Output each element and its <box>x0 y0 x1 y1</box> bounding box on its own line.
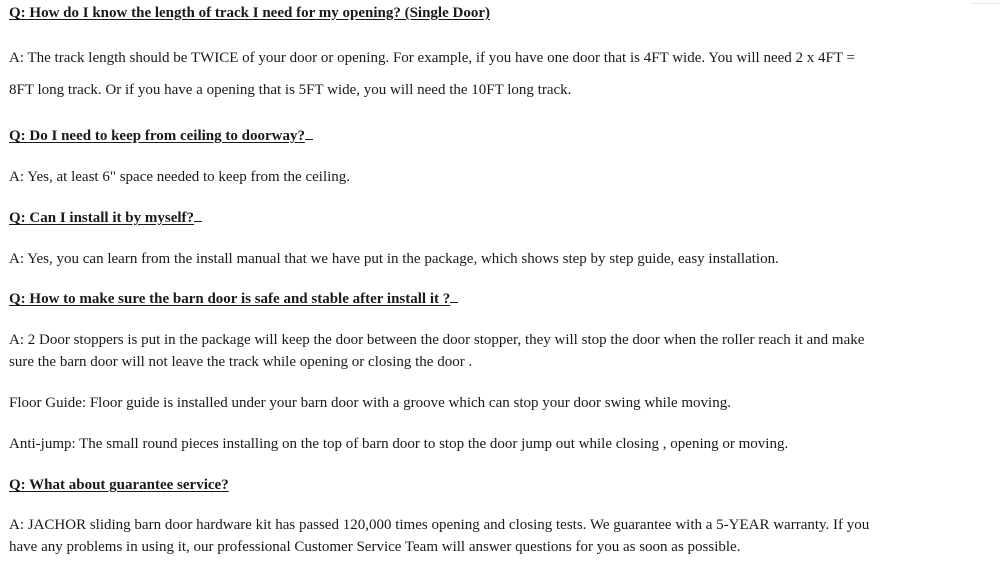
answer-door-stoppers-line1: A: 2 Door stoppers is put in the package will keep the door between the door stopper, they will stop the door when the roller reach it and make <box>9 332 865 348</box>
question-self-install <box>9 209 202 227</box>
answer-track-length-line1: A: The track length should be TWICE of your door or opening. For example, if you have one door that is 4FT wide. You will need 2 x 4FT = <box>9 50 855 66</box>
top-right-divider <box>972 3 1000 4</box>
answer-track-length-line2: 8FT long track. Or if you have a opening that is 5FT wide, you will need the 10FT long track. <box>9 82 572 98</box>
answer-ceiling-clearance: A: Yes, at least 6" space needed to keep from the ceiling. <box>9 169 351 185</box>
answer-self-install: A: Yes, you can learn from the install manual that we have put in the package, which shows step by step guide, easy installation. <box>9 251 779 267</box>
question-guarantee <box>9 476 229 494</box>
question-safety-stability <box>9 290 458 308</box>
answer-door-stoppers-line2: sure the barn door will not leave the track while opening or closing the door . <box>9 354 473 370</box>
underline-tail <box>305 138 313 140</box>
answer-anti-jump: Anti-jump: The small round pieces installing on the top of barn door to stop the door jump out while closing , opening or moving. <box>9 436 789 452</box>
answer-guarantee-line2: have any problems in using it, our professional Customer Service Team will answer questions for you as soon as possible. <box>9 539 741 555</box>
underline-tail <box>194 220 202 222</box>
answer-floor-guide: Floor Guide: Floor guide is installed under your barn door with a groove which can stop your door swing while moving. <box>9 395 731 411</box>
underline-tail <box>450 301 458 303</box>
question-ceiling-clearance <box>9 127 313 145</box>
question-text: Q: Can I install it by myself? <box>9 210 195 226</box>
question-text: Q: How do I know the length of track I need for my opening? (Single Door) <box>9 5 490 21</box>
question-track-length <box>9 4 490 22</box>
question-text: Q: Do I need to keep from ceiling to doorway? <box>9 128 305 144</box>
question-text: Q: What about guarantee service? <box>9 477 229 493</box>
answer-guarantee-line1: A: JACHOR sliding barn door hardware kit has passed 120,000 times opening and closing tests. We guarantee with a 5-YEAR warranty. If you <box>9 517 870 533</box>
question-text: Q: How to make sure the barn door is safe and stable after install it ? <box>9 291 451 307</box>
